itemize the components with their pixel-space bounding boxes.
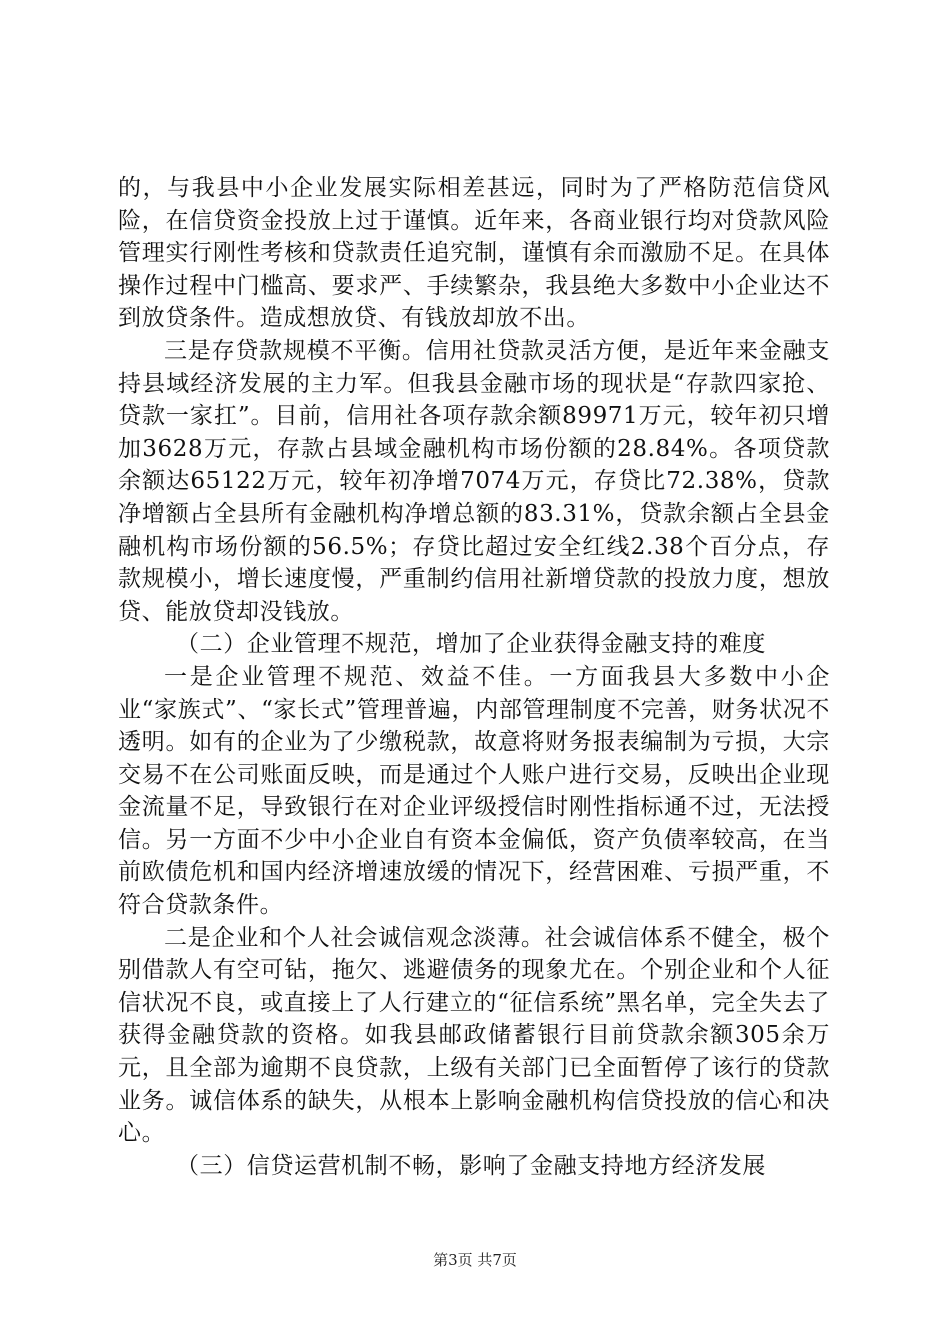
paragraph-continuation: 的，与我县中小企业发展实际相差甚远，同时为了严格防范信贷风险，在信贷资金投放上过于谨慎。近年来，各商业银行均对贷款风险管理实行刚性考核和贷款责任追究制，谨慎有余而激励不足。在具体操作过程中门槛高、要求严、手续繁杂，我县绝大多数中小企业达不到放贷条件。造成想放贷、有钱放却放不出。: [118, 175, 830, 332]
section-heading-3: （三）信贷运营机制不畅，影响了金融支持地方经济发展: [176, 1152, 766, 1179]
page-number-footer: 第3页 共7页: [433, 1251, 517, 1269]
paragraph-credit-integrity: 二是企业和个人社会诚信观念淡薄。社会诚信体系不健全，极个别借款人有空可钻，拖欠、逃避债务的现象尤在。个别企业和个人征信状况不良，或直接上了人行建立的“征信系统”黑名单，完全失去了获得金融贷款的资格。如我县邮政储蓄银行目前贷款余额305余万元，且全部为逾期不良贷款，上级有关部门已全面暂停了该行的贷款业务。诚信体系的缺失，从根本上影响金融机构信贷投放的信心和决心。: [118, 924, 830, 1147]
body-text: [118, 172, 830, 1182]
section-heading-2: （二）企业管理不规范，增加了企业获得金融支持的难度: [176, 631, 766, 658]
paragraph-enterprise-management: 一是企业管理不规范、效益不佳。一方面我县大多数中小企业“家族式”、“家长式”管理普遍，内部管理制度不完善，财务状况不透明。如有的企业为了少缴税款，故意将财务报表编制为亏损，大宗交易不在公司账面反映，而是通过个人账户进行交易，反映出企业现金流量不足，导致银行在对企业评级授信时刚性指标通不过，无法授信。另一方面不少中小企业自有资本金偏低，资产负债率较高，在当前欧债危机和国内经济增速放缓的情况下，经营困难、亏损严重，不符合贷款条件。: [118, 663, 830, 919]
paragraph-deposit-loan-imbalance: 三是存贷款规模不平衡。信用社贷款灵活方便，是近年来金融支持县域经济发展的主力军。但我县金融市场的现状是“存款四家抢、贷款一家扛”。目前，信用社各项存款余额89971万元，较年初只增加3628万元，存款占县域金融机构市场份额的28.84%。各项贷款余额达65122万元，较年初净增7074万元，存贷比72.38%，贷款净增额占全县所有金融机构净增总额的83.31%，贷款余额占全县金融机构市场份额的56.5%；存贷比超过安全红线2.38个百分点，存款规模小，增长速度慢，严重制约信用社新增贷款的投放力度，想放贷、能放贷却没钱放。: [118, 337, 830, 625]
